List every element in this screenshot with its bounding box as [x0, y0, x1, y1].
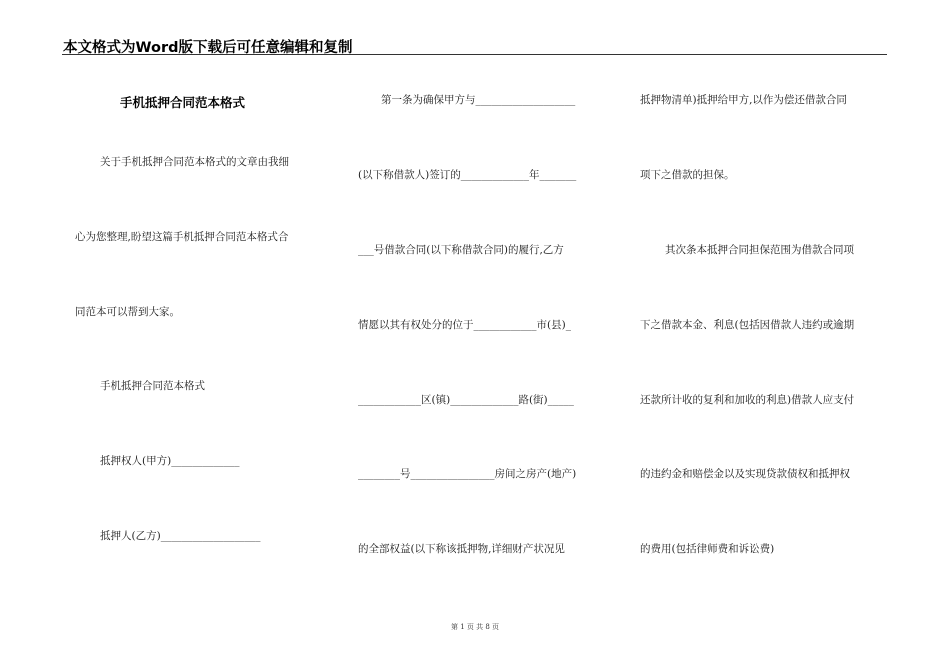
header-rule [62, 54, 887, 55]
document-title: 手机抵押合同范本格式 [120, 95, 246, 110]
col3-line-6: 的违约金和赔偿金以及实现贷款债权和抵押权 [640, 468, 850, 480]
col3-line-4: 下之借款本金、利息(包括因借款人违约或逾期 [640, 319, 855, 331]
col2-line-3: ___号借款合同(以下称借款合同)的履行,乙方 [358, 244, 564, 256]
col1-line-4: 手机抵押合同范本格式 [100, 380, 205, 392]
col1-line-2: 心为您整理,盼望这篇手机抵押合同范本格式合 [75, 231, 289, 243]
col1-line-5: 抵押权人(甲方)_____________ [100, 455, 240, 467]
col3-line-7: 的费用(包括律师费和诉讼费) [640, 543, 775, 555]
page-header: 本文格式为Word版下载后可任意编辑和复制 [63, 40, 353, 56]
col1-line-3: 同范本可以帮到大家。 [75, 306, 180, 318]
col2-line-2: (以下称借款人)签订的_____________年_______ [358, 169, 577, 181]
col2-line-1: 第一条为确保甲方与___________________ [381, 94, 576, 106]
col3-line-2: 项下之借款的担保。 [640, 169, 735, 181]
col3-line-1: 抵押物清单)抵押给甲方,以作为偿还借款合同 [640, 94, 847, 106]
page-footer: 第 1 页 共 8 页 [450, 623, 500, 631]
col2-line-5: ____________区(镇)_____________路(街)_____ [358, 394, 574, 406]
col3-line-5: 还款所计收的复利和加收的利息)借款人应支付 [640, 394, 855, 406]
col1-line-6: 抵押人(乙方)___________________ [100, 530, 261, 542]
col2-line-4: 情愿以其有权处分的位于____________市(县)_ [358, 319, 571, 331]
col2-line-7: 的全部权益(以下称该抵押物,详细财产状况见 [358, 543, 565, 555]
col1-line-1: 关于手机抵押合同范本格式的文章由我细 [100, 156, 289, 168]
col3-line-3: 其次条本抵押合同担保范围为借款合同项 [665, 244, 854, 256]
col2-line-6: ________号________________房间之房产(地产) [358, 468, 577, 480]
